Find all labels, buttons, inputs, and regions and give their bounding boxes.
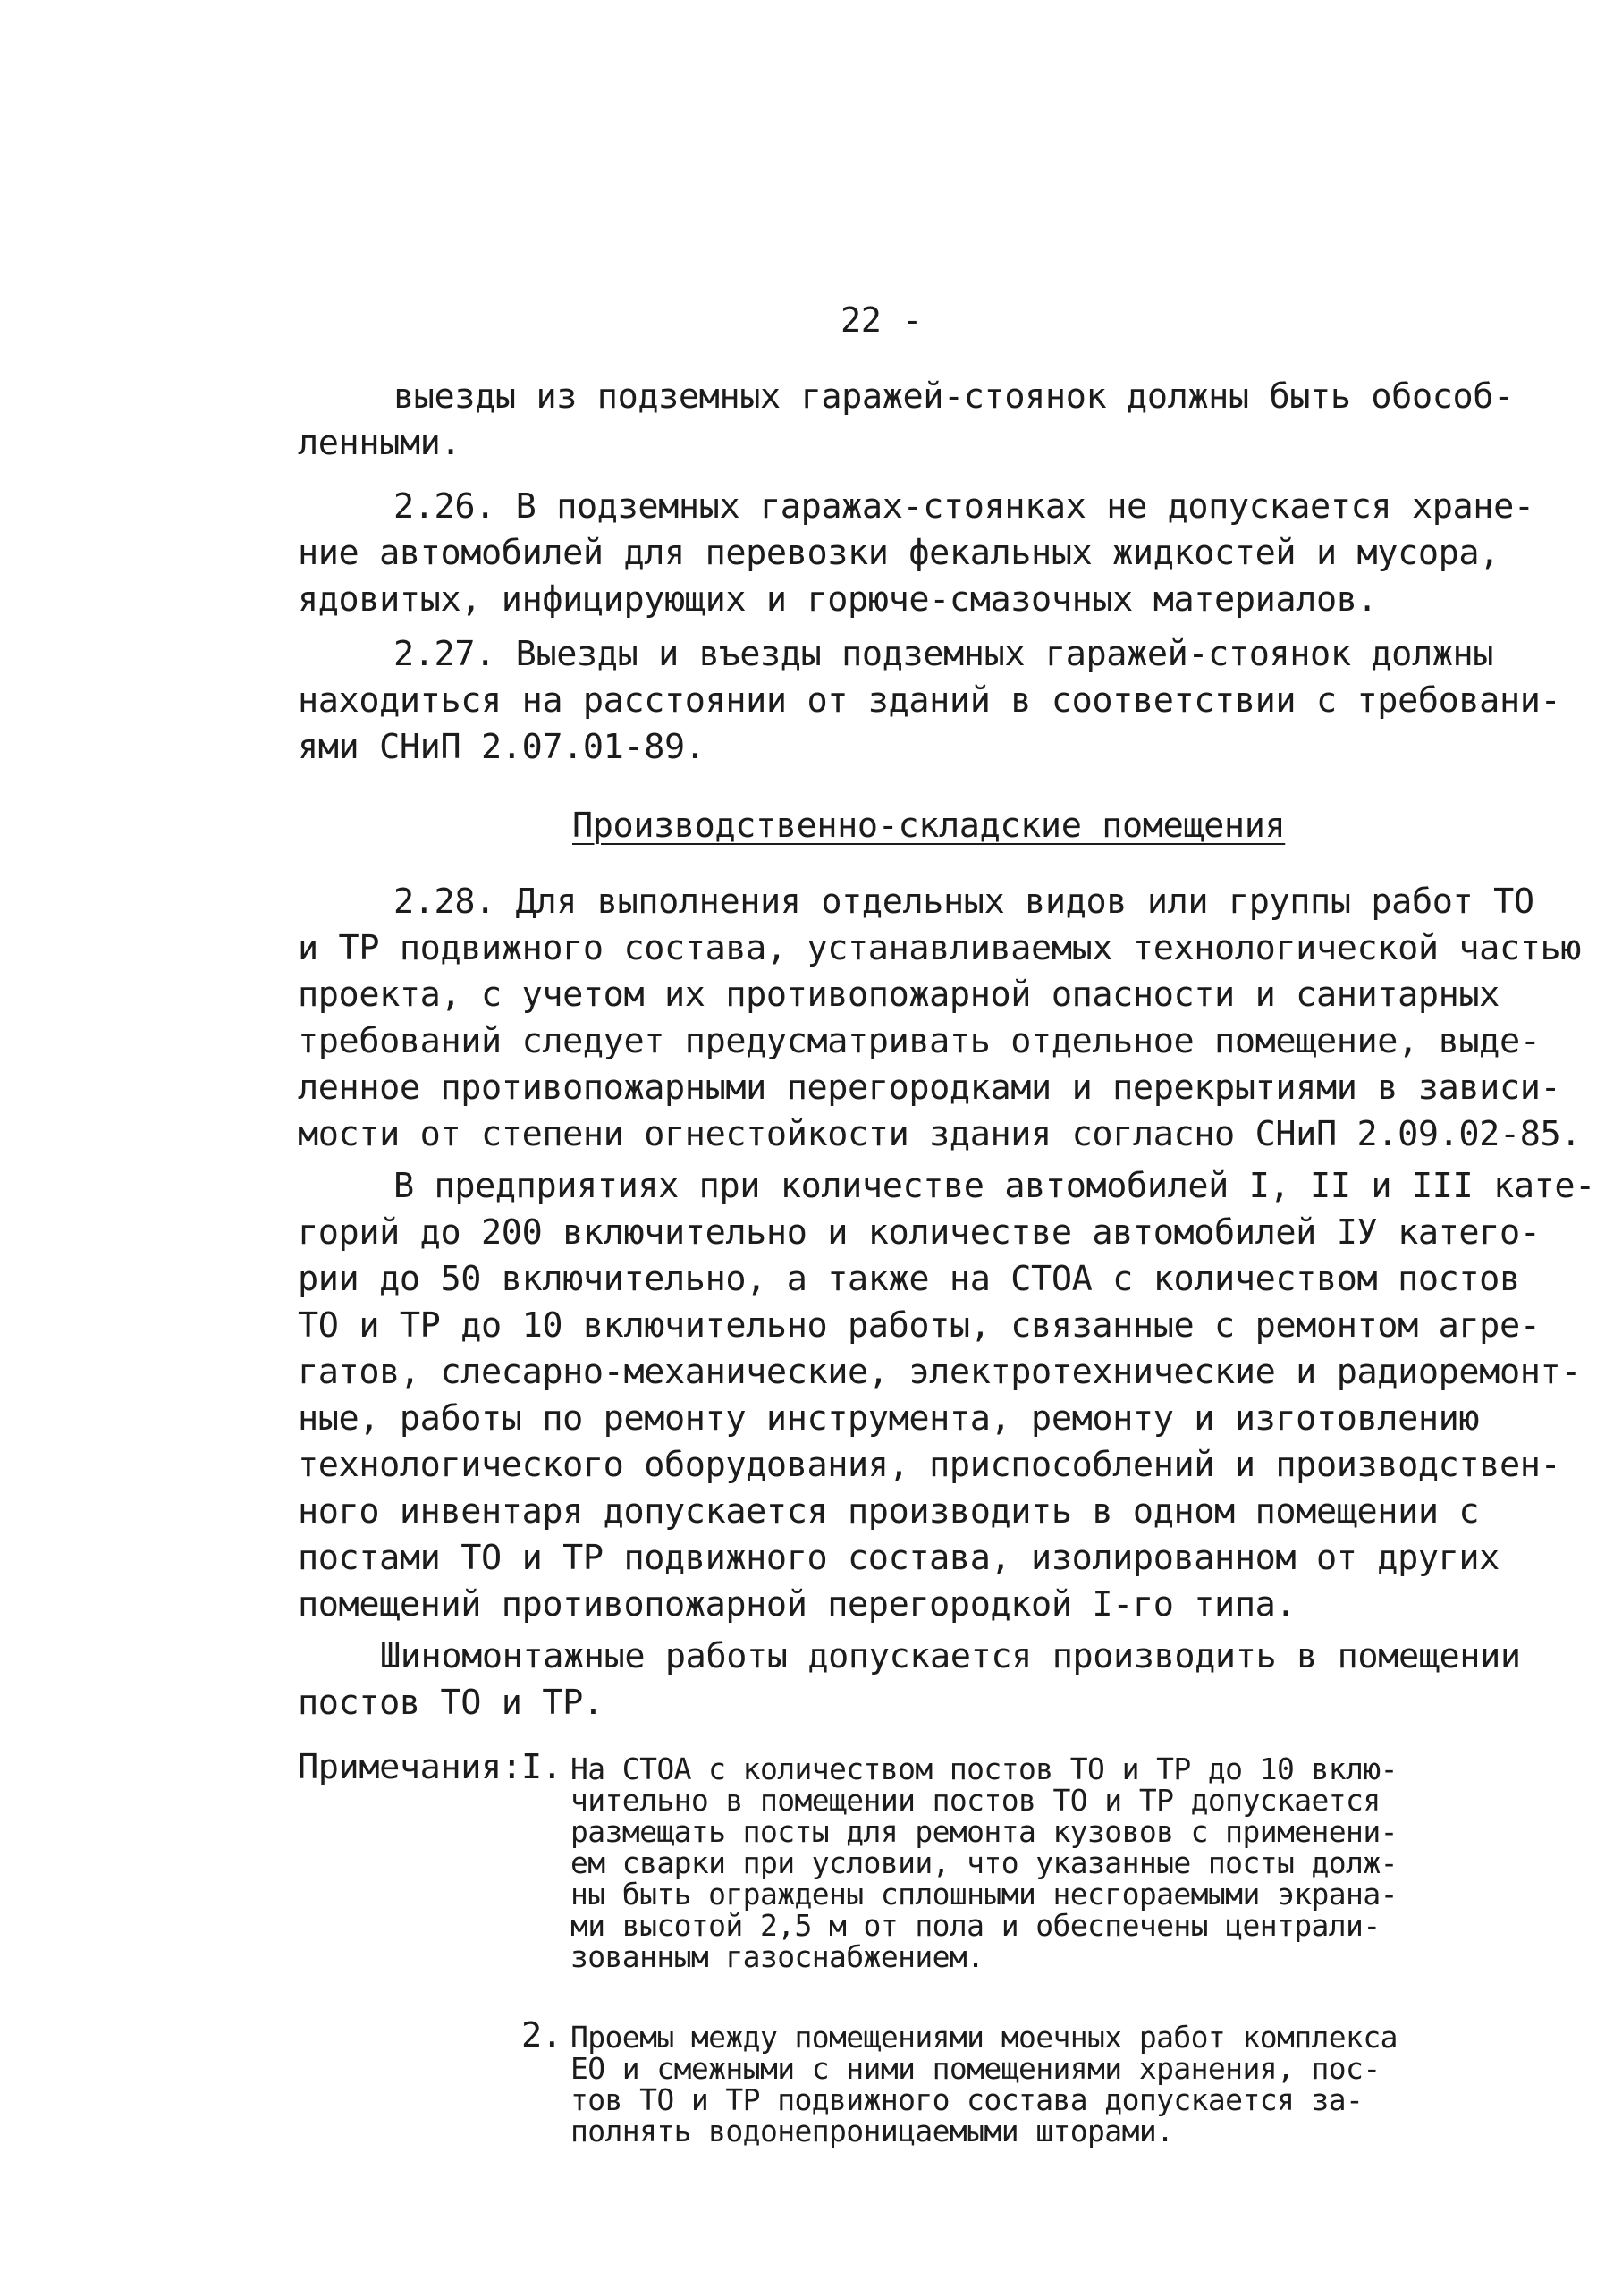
text-line: находиться на расстоянии от зданий в соответствии с требовани- (298, 680, 1561, 721)
text-line: Шиномонтажные работы допускается производить в помещении (380, 1636, 1521, 1676)
text-line: ями СНиП 2.07.01-89. (298, 727, 705, 767)
text-line: ленными. (298, 423, 461, 463)
note-line: Проемы между помещениями моечных работ комплекса (570, 2020, 1398, 2055)
text-line: постов ТО и ТР. (298, 1683, 604, 1723)
text-line: ные, работы по ремонту инструмента, ремонту и изготовлению (298, 1398, 1480, 1439)
text-line: выезды из подземных гаражей-стоянок должны быть обособ- (393, 376, 1514, 417)
text-line: ние автомобилей для перевозки фекальных жидкостей и мусора, (298, 533, 1500, 573)
text-line: В предприятиях при количестве автомобилей I, II и III кате- (393, 1166, 1595, 1206)
note-line: размещать посты для ремонта кузовов с применени- (570, 1814, 1398, 1849)
text-line: 2.28. Для выполнения отдельных видов или группы работ ТО (393, 882, 1534, 922)
note-line: ми высотой 2,5 м от пола и обеспечены централи- (570, 1908, 1381, 1943)
text-line: ленное противопожарными перегородками и перекрытиями в зависи- (298, 1068, 1561, 1108)
text-line: помещений противопожарной перегородкой I-го типа. (298, 1584, 1297, 1625)
text-line: ТО и ТР до 10 включительно работы, связанные с ремонтом агре- (298, 1305, 1541, 1346)
text-line: ядовитых, инфицирующих и горюче-смазочных материалов. (298, 579, 1378, 620)
text-line: горий до 200 включительно и количестве автомобилей IУ катего- (298, 1212, 1541, 1253)
text-line: ного инвентаря допускается производить в одном помещении с (298, 1491, 1480, 1532)
text-line: мости от степени огнестойкости здания согласно СНиП 2.09.02-85. (298, 1114, 1582, 1154)
text-line: постами ТО и ТР подвижного состава, изолированном от других (298, 1538, 1500, 1578)
note-line: ЕО и смежными с ними помещениями хранения, пос- (570, 2051, 1381, 2086)
text-line: и ТР подвижного состава, устанавливаемых технологической частью (298, 928, 1582, 968)
notes-label: Примечания: (298, 1747, 522, 1787)
text-line: проекта, с учетом их противопожарной опасности и санитарных (298, 975, 1500, 1015)
note-line: На СТОА с количеством постов ТО и ТР до 10 вклю- (570, 1752, 1398, 1786)
text-line: гатов, слесарно-механические, электротехнические и радиоремонт- (298, 1352, 1582, 1392)
note-line: тов ТО и ТР подвижного состава допускается за- (570, 2082, 1364, 2117)
note-line: ны быть ограждены сплошными несгораемыми экрана- (570, 1877, 1398, 1912)
section-heading: Производственно-складские помещения (572, 806, 1286, 846)
note-marker: 2. (521, 2015, 562, 2055)
note-marker: I. (521, 1747, 562, 1787)
note-line: ем сварки при условии, что указанные посты долж- (570, 1845, 1398, 1880)
text-line: технологического оборудования, приспособлений и производствен- (298, 1445, 1561, 1485)
text-line: рии до 50 включительно, а также на СТОА с количеством постов (298, 1259, 1520, 1299)
note-line: чительно в помещении постов ТО и ТР допускается (570, 1783, 1381, 1818)
text-line: 2.26. В подземных гаражах-стоянках не допускается хране- (393, 486, 1534, 527)
note-line: зованным газоснабжением. (570, 1939, 984, 1974)
page-number: 22 - (841, 300, 923, 341)
text-line: требований следует предусматривать отдельное помещение, выде- (298, 1021, 1541, 1061)
text-line: 2.27. Выезды и въезды подземных гаражей-стоянок должны (393, 634, 1494, 674)
note-line: полнять водонепроницаемыми шторами. (570, 2114, 1174, 2148)
